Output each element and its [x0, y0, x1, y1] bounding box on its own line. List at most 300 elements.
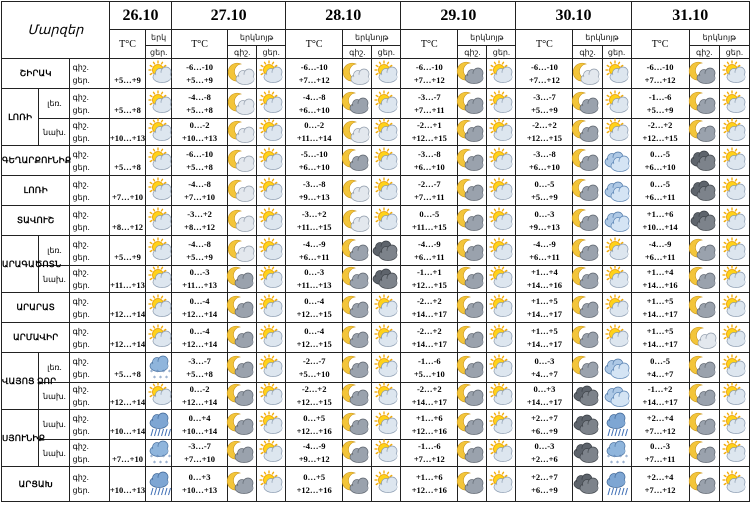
temperature-range [401, 119, 458, 146]
dark-cloud-icon [372, 238, 400, 264]
night-label: գիշ. [72, 385, 89, 394]
temperature-range [286, 119, 343, 146]
temperature-day: +10…+13 [182, 485, 218, 495]
weather-icon-cell [487, 59, 516, 89]
moon-cloudy-icon [343, 148, 371, 174]
temperature-day: +12…+14 [182, 308, 218, 319]
temperature-night: -4…-9 [533, 238, 556, 249]
weather-icon-cell [719, 383, 749, 410]
weather-icon-cell [257, 353, 286, 383]
moon-cloudy-icon [458, 295, 486, 321]
region-name: ԱՐԱԳԱԾՈՏՆ [2, 236, 39, 293]
temperature-night: -4…-9 [302, 441, 326, 451]
temperature-day: +7…+12 [413, 74, 445, 85]
sunny-cloudy-icon [257, 325, 285, 351]
sunny-cloudy-icon [372, 383, 400, 409]
altitude-label: նախ. [39, 383, 70, 410]
temperature-day: +5…+8 [109, 89, 145, 119]
weather-icon-cell [372, 440, 401, 467]
weather-icon-cell [602, 236, 631, 266]
weather-icon-cell [257, 383, 286, 410]
temperature-day: +6…+10 [298, 104, 330, 115]
altitude-label: նախ. [39, 440, 70, 467]
sunny-cloudy-icon [487, 148, 515, 174]
region-name: ԱՐՄԱՎԻՐ [2, 323, 70, 353]
moon-icon [690, 325, 718, 351]
temperature-night: 0…-3 [534, 441, 555, 451]
temperature-day: +12…+15 [411, 280, 447, 290]
sunny-cloudy-icon [372, 440, 400, 466]
sunny-cloudy-icon [257, 355, 285, 381]
night-day-labels [70, 323, 109, 353]
temperature-range [286, 206, 343, 236]
night-label: գիշ. [72, 179, 89, 189]
table-row [2, 146, 750, 176]
sunny-cloudy-icon [487, 208, 515, 234]
moon-cloudy-icon [690, 295, 718, 321]
svg-text:*: * [606, 454, 610, 461]
temperature-day: +12…+15 [296, 338, 332, 349]
temperature-day: +9…+13 [528, 221, 560, 232]
moon-cloudy-icon [228, 440, 256, 466]
temperature-night: -6…-10 [300, 61, 328, 72]
moon-cloudy-icon [458, 238, 486, 264]
temperature-range [401, 410, 458, 440]
weather-icon-cell [146, 59, 172, 89]
table-row [2, 176, 750, 206]
moon-cloudy-icon [690, 238, 718, 264]
sunny-cloudy-icon [257, 119, 285, 145]
weather-icon-cell [602, 323, 631, 353]
temperature-range [172, 146, 228, 176]
night-day-labels [70, 353, 109, 383]
temperature-range [516, 467, 573, 502]
svg-text:*: * [165, 374, 169, 382]
region-name: ՏԱՎՈՒՇ [2, 206, 70, 236]
temperature-range [401, 323, 458, 353]
sunny-cloudy-icon [372, 412, 400, 438]
temperature-night: -6…-10 [415, 61, 443, 72]
day-label: ցեր. [72, 252, 90, 262]
temperature-day: +5…+9 [109, 59, 145, 89]
cloudy-icon [603, 355, 631, 381]
night-label: գիշ. [573, 46, 602, 59]
weather-icon-cell [228, 236, 257, 266]
moon-cloudy-icon [343, 383, 371, 409]
dark-cloud-icon [690, 178, 718, 204]
temperature-day: +6…+9 [531, 485, 558, 495]
weather-icon-cell [146, 236, 172, 266]
temperature-range [401, 59, 458, 89]
temperature-day: +10…+13 [109, 467, 145, 502]
moon-icon [573, 61, 601, 87]
weather-icon-cell [458, 266, 487, 293]
weather-icon-cell [602, 440, 631, 467]
moon-cloudy-icon [458, 325, 486, 351]
weather-icon-cell [257, 410, 286, 440]
temperature-day: +5…+9 [531, 104, 558, 115]
temperature-day: +10…+14 [642, 221, 678, 232]
temperature-night: -2…-7 [417, 178, 441, 189]
temperature-day: +14…+17 [411, 397, 447, 407]
temperature-day: +6…+11 [644, 251, 676, 262]
temperature-night: -2…+2 [416, 325, 442, 336]
weather-icon-cell [689, 236, 719, 266]
weather-icon-cell [602, 383, 631, 410]
day-label: ցեր. [72, 398, 90, 407]
temperature-night: 0…-2 [189, 120, 210, 130]
temperature-night: +1…+6 [646, 208, 674, 219]
weather-icon-cell [689, 266, 719, 293]
temperature-range [631, 323, 689, 353]
weather-icon-cell [719, 119, 749, 146]
night-label: գիշ. [228, 46, 257, 59]
weather-icon-cell [602, 467, 631, 502]
moon-cloudy-icon [228, 471, 256, 497]
sunny-cloudy-icon [720, 238, 748, 264]
weather-icon-cell [573, 467, 602, 502]
temperature-night: -6…-10 [530, 61, 558, 72]
sunny-cloudy-icon [257, 148, 285, 174]
temperature-night: -4…-8 [188, 238, 211, 249]
moon-cloudy-icon [690, 412, 718, 438]
weather-icon-cell [372, 176, 401, 206]
day-label: ցեր. [72, 369, 90, 379]
temperature-range [516, 146, 573, 176]
cloud-label: երկնոյթ [458, 30, 516, 46]
moon-cloudy-icon [458, 440, 486, 466]
temperature-night: +1…+5 [646, 325, 674, 336]
altitude-label: նախ. [39, 266, 70, 293]
dark-cloud-icon [372, 266, 400, 292]
weather-icon-cell [146, 383, 172, 410]
temperature-range [401, 176, 458, 206]
sunny-cloudy-icon [146, 266, 174, 292]
moon-cloudy-icon [573, 148, 601, 174]
temperature-day: +14…+17 [642, 338, 678, 349]
weather-icon-cell [689, 206, 719, 236]
sunny-cloudy-icon [372, 325, 400, 351]
temperature-night: 0…-4 [304, 325, 325, 336]
weather-icon-cell [343, 323, 372, 353]
cloudy-icon [603, 383, 631, 409]
weather-icon-cell [573, 383, 602, 410]
weather-icon-cell [689, 383, 719, 410]
weather-icon-cell [689, 146, 719, 176]
weather-icon-cell [146, 353, 172, 383]
temperature-range [286, 146, 343, 176]
temperature-range [631, 353, 689, 383]
temperature-range [631, 119, 689, 146]
day-label: ցեր. [719, 46, 749, 59]
temperature-day: +5…+8 [109, 146, 145, 176]
weather-icon-cell [343, 206, 372, 236]
weather-icon-cell [343, 467, 372, 502]
weather-icon-cell [689, 353, 719, 383]
temperature-range [172, 467, 228, 502]
moon-cloudy-icon [343, 295, 371, 321]
temperature-range [516, 440, 573, 467]
temperature-range [631, 89, 689, 119]
temperature-range [172, 89, 228, 119]
moon-cloudy-icon [573, 208, 601, 234]
weather-icon-cell [372, 467, 401, 502]
night-day-labels [70, 236, 109, 266]
moon-cloudy-icon [573, 91, 601, 117]
sunny-cloudy-icon [603, 238, 631, 264]
weather-icon-cell [146, 323, 172, 353]
temperature-night: -3…+2 [187, 208, 212, 219]
temperature-day: +8…+12 [109, 206, 145, 236]
moon-cloudy-icon [458, 412, 486, 438]
forecast-table [1, 1, 750, 502]
region-name: ՍՅՈՒՆԻՔ [2, 410, 39, 467]
moon-cloudy-icon [690, 266, 718, 292]
weather-icon-cell [487, 119, 516, 146]
temperature-night: -1…-6 [417, 441, 441, 451]
temperature-day: +14…+17 [411, 338, 447, 349]
moon-cloudy-icon [343, 266, 371, 292]
day-label: ցեր. [257, 46, 286, 59]
temperature-day: +4…+7 [531, 368, 558, 379]
sunny-cloudy-icon [146, 295, 174, 321]
temperature-range [401, 383, 458, 410]
night-day-labels [70, 119, 109, 146]
moon-cloudy-icon [690, 119, 718, 145]
temperature-night: +1…+4 [646, 267, 674, 277]
sunny-cloudy-icon [372, 355, 400, 381]
temperature-range [516, 383, 573, 410]
weather-icon-cell [146, 410, 172, 440]
temperature-day: +12…+16 [411, 425, 447, 436]
temperature-night: +2…+7 [531, 472, 558, 482]
night-label: գիշ. [72, 149, 89, 159]
temperature-day: +5…+8 [109, 353, 145, 383]
weather-icon-cell [487, 323, 516, 353]
night-label: գիշ. [72, 92, 89, 102]
sunny-cloudy-icon [257, 61, 285, 87]
moon-cloudy-icon [458, 208, 486, 234]
weather-icon-cell [487, 206, 516, 236]
moon-cloudy-icon [343, 325, 371, 351]
temperature-night: 0…-3 [534, 355, 555, 366]
temperature-range [286, 266, 343, 293]
weather-icon-cell [257, 89, 286, 119]
night-label: գիշ. [72, 413, 89, 423]
weather-icon-cell [719, 440, 749, 467]
sunny-cloudy-icon [603, 266, 631, 292]
weather-icon-cell [487, 176, 516, 206]
corner-header: Մարզեր [2, 2, 110, 59]
temperature-range [401, 266, 458, 293]
weather-icon-cell [719, 206, 749, 236]
temperature-range [172, 440, 228, 467]
temperature-day: +7…+11 [644, 454, 676, 464]
weather-icon-cell [372, 323, 401, 353]
weather-icon-cell [487, 236, 516, 266]
sunny-cloudy-icon [146, 383, 174, 409]
date-header: 31.10 [631, 2, 749, 30]
temperature-range [401, 146, 458, 176]
sunny-cloudy-icon [487, 440, 515, 466]
sunny-cloudy-icon [603, 61, 631, 87]
temperature-day: +5…+9 [186, 74, 213, 85]
moon-cloudy-icon [228, 295, 256, 321]
moon-cloudy-icon [228, 383, 256, 409]
weather-icon-cell [458, 89, 487, 119]
moon-cloudy-icon [458, 119, 486, 145]
weather-icon-cell [372, 119, 401, 146]
weather-icon-cell [146, 89, 172, 119]
temperature-day: +5…+9 [186, 251, 213, 262]
weather-icon-cell [372, 293, 401, 323]
moon-cloudy-icon [343, 440, 371, 466]
weather-icon-cell [343, 59, 372, 89]
temperature-day: +6…+9 [531, 425, 558, 436]
temperature-night: -2…+2 [416, 384, 442, 394]
temperature-day: +6…+10 [528, 161, 560, 172]
weather-icon-cell [458, 440, 487, 467]
temperature-night: -4…-8 [188, 178, 211, 189]
date-header: 26.10 [109, 2, 171, 30]
sunny-cloudy-icon [372, 471, 400, 497]
temperature-day: +10…+13 [109, 119, 145, 146]
temperature-range [401, 89, 458, 119]
temperature-day: +11…+13 [296, 280, 332, 290]
temperature-day: +7…+10 [109, 440, 145, 467]
temperature-day: +5…+10 [413, 368, 445, 379]
weather-icon-cell [372, 89, 401, 119]
temp-label: T°C [401, 30, 458, 59]
temperature-day: +12…+16 [411, 485, 447, 495]
temperature-night: 0…-4 [189, 295, 210, 306]
weather-icon-cell [487, 353, 516, 383]
temperature-range [172, 119, 228, 146]
sunny-cloudy-icon [603, 325, 631, 351]
weather-icon-cell [372, 206, 401, 236]
dark-cloud-icon [573, 440, 601, 466]
svg-text:*: * [621, 460, 625, 467]
svg-text:*: * [156, 368, 160, 376]
sunny-cloudy-icon [372, 208, 400, 234]
dark-cloud-icon [690, 208, 718, 234]
sunny-cloudy-icon [257, 178, 285, 204]
temperature-night: 0…-5 [650, 148, 670, 159]
region-name: ԱՐԱՐԱՏ [2, 293, 70, 323]
temperature-night: +1…+6 [415, 472, 443, 482]
moon-icon [228, 208, 256, 234]
weather-icon-cell [372, 353, 401, 383]
temperature-night: 0…-3 [189, 267, 210, 277]
weather-icon-cell [602, 59, 631, 89]
night-label: գիշ. [72, 121, 89, 130]
weather-icon-cell [573, 206, 602, 236]
temperature-night: -1…+2 [647, 384, 673, 394]
sunny-cloudy-icon [146, 119, 174, 145]
temperature-day: +7…+10 [184, 191, 216, 202]
moon-cloudy-icon [690, 440, 718, 466]
sunny-cloudy-icon [487, 325, 515, 351]
temperature-day: +5…+9 [109, 236, 145, 266]
temperature-day: +9…+12 [298, 454, 330, 464]
weather-icon-cell [146, 146, 172, 176]
moon-cloudy-icon [690, 91, 718, 117]
moon-icon [228, 148, 256, 174]
dark-cloud-icon [690, 148, 718, 174]
weather-icon-cell [458, 410, 487, 440]
temperature-day: +7…+12 [644, 74, 676, 85]
temperature-night: 0…-5 [534, 178, 555, 189]
temperature-day: +8…+12 [184, 221, 216, 232]
weather-icon-cell [372, 266, 401, 293]
temperature-range [401, 440, 458, 467]
weather-icon-cell [228, 119, 257, 146]
temperature-night: -3…+2 [301, 208, 327, 219]
temperature-range [401, 467, 458, 502]
day-label: ցեր. [72, 222, 90, 232]
temperature-day: +12…+14 [109, 383, 145, 410]
svg-text:*: * [150, 368, 154, 376]
moon-cloudy-icon [343, 355, 371, 381]
night-day-labels [70, 89, 109, 119]
day-label: ցեր. [72, 426, 90, 436]
temperature-night: -2…-7 [302, 355, 326, 366]
temperature-day: +12…+15 [296, 397, 332, 407]
night-label: գիշ. [343, 46, 372, 59]
night-label: գիշ. [72, 356, 89, 366]
dark-cloud-icon [573, 383, 601, 409]
night-label: գիշ. [458, 46, 487, 59]
sunny-cloudy-icon [603, 295, 631, 321]
date-header: 30.10 [516, 2, 631, 30]
region-name: ԼՈՌԻ [2, 89, 39, 146]
temperature-day: +14…+17 [526, 338, 563, 349]
weather-icon-cell [719, 467, 749, 502]
sunny-cloudy-icon [146, 178, 174, 204]
altitude-label: լեռ. [39, 353, 70, 383]
temperature-range [516, 323, 573, 353]
weather-icon-cell [228, 176, 257, 206]
temperature-range [172, 266, 228, 293]
table-row [2, 206, 750, 236]
weather-icon-cell [343, 119, 372, 146]
temperature-day: +12…+16 [296, 425, 332, 436]
temperature-day: +12…+16 [296, 485, 332, 495]
table-row [2, 323, 750, 353]
temperature-night: 0…+5 [303, 472, 326, 482]
sunny-cloudy-icon [720, 119, 748, 145]
temperature-range [631, 206, 689, 236]
sunny-cloudy-icon [372, 119, 400, 145]
moon-icon [343, 208, 371, 234]
night-label: գիշ. [72, 442, 89, 451]
weather-icon-cell [257, 206, 286, 236]
temperature-day: +7…+12 [528, 74, 560, 85]
temperature-range [286, 410, 343, 440]
sunny-cloudy-icon [487, 412, 515, 438]
sunny-cloudy-icon [146, 61, 174, 87]
sunny-cloudy-icon [146, 208, 174, 234]
moon-cloudy-icon [228, 325, 256, 351]
temperature-day: +14…+17 [642, 308, 678, 319]
day-label: ցեր. [72, 281, 90, 290]
weather-icon-cell [689, 176, 719, 206]
weather-icon-cell [458, 236, 487, 266]
table-row [2, 236, 750, 266]
temperature-night: -3…-8 [302, 178, 326, 189]
temperature-day: +12…+15 [296, 308, 332, 319]
moon-cloudy-icon [228, 355, 256, 381]
